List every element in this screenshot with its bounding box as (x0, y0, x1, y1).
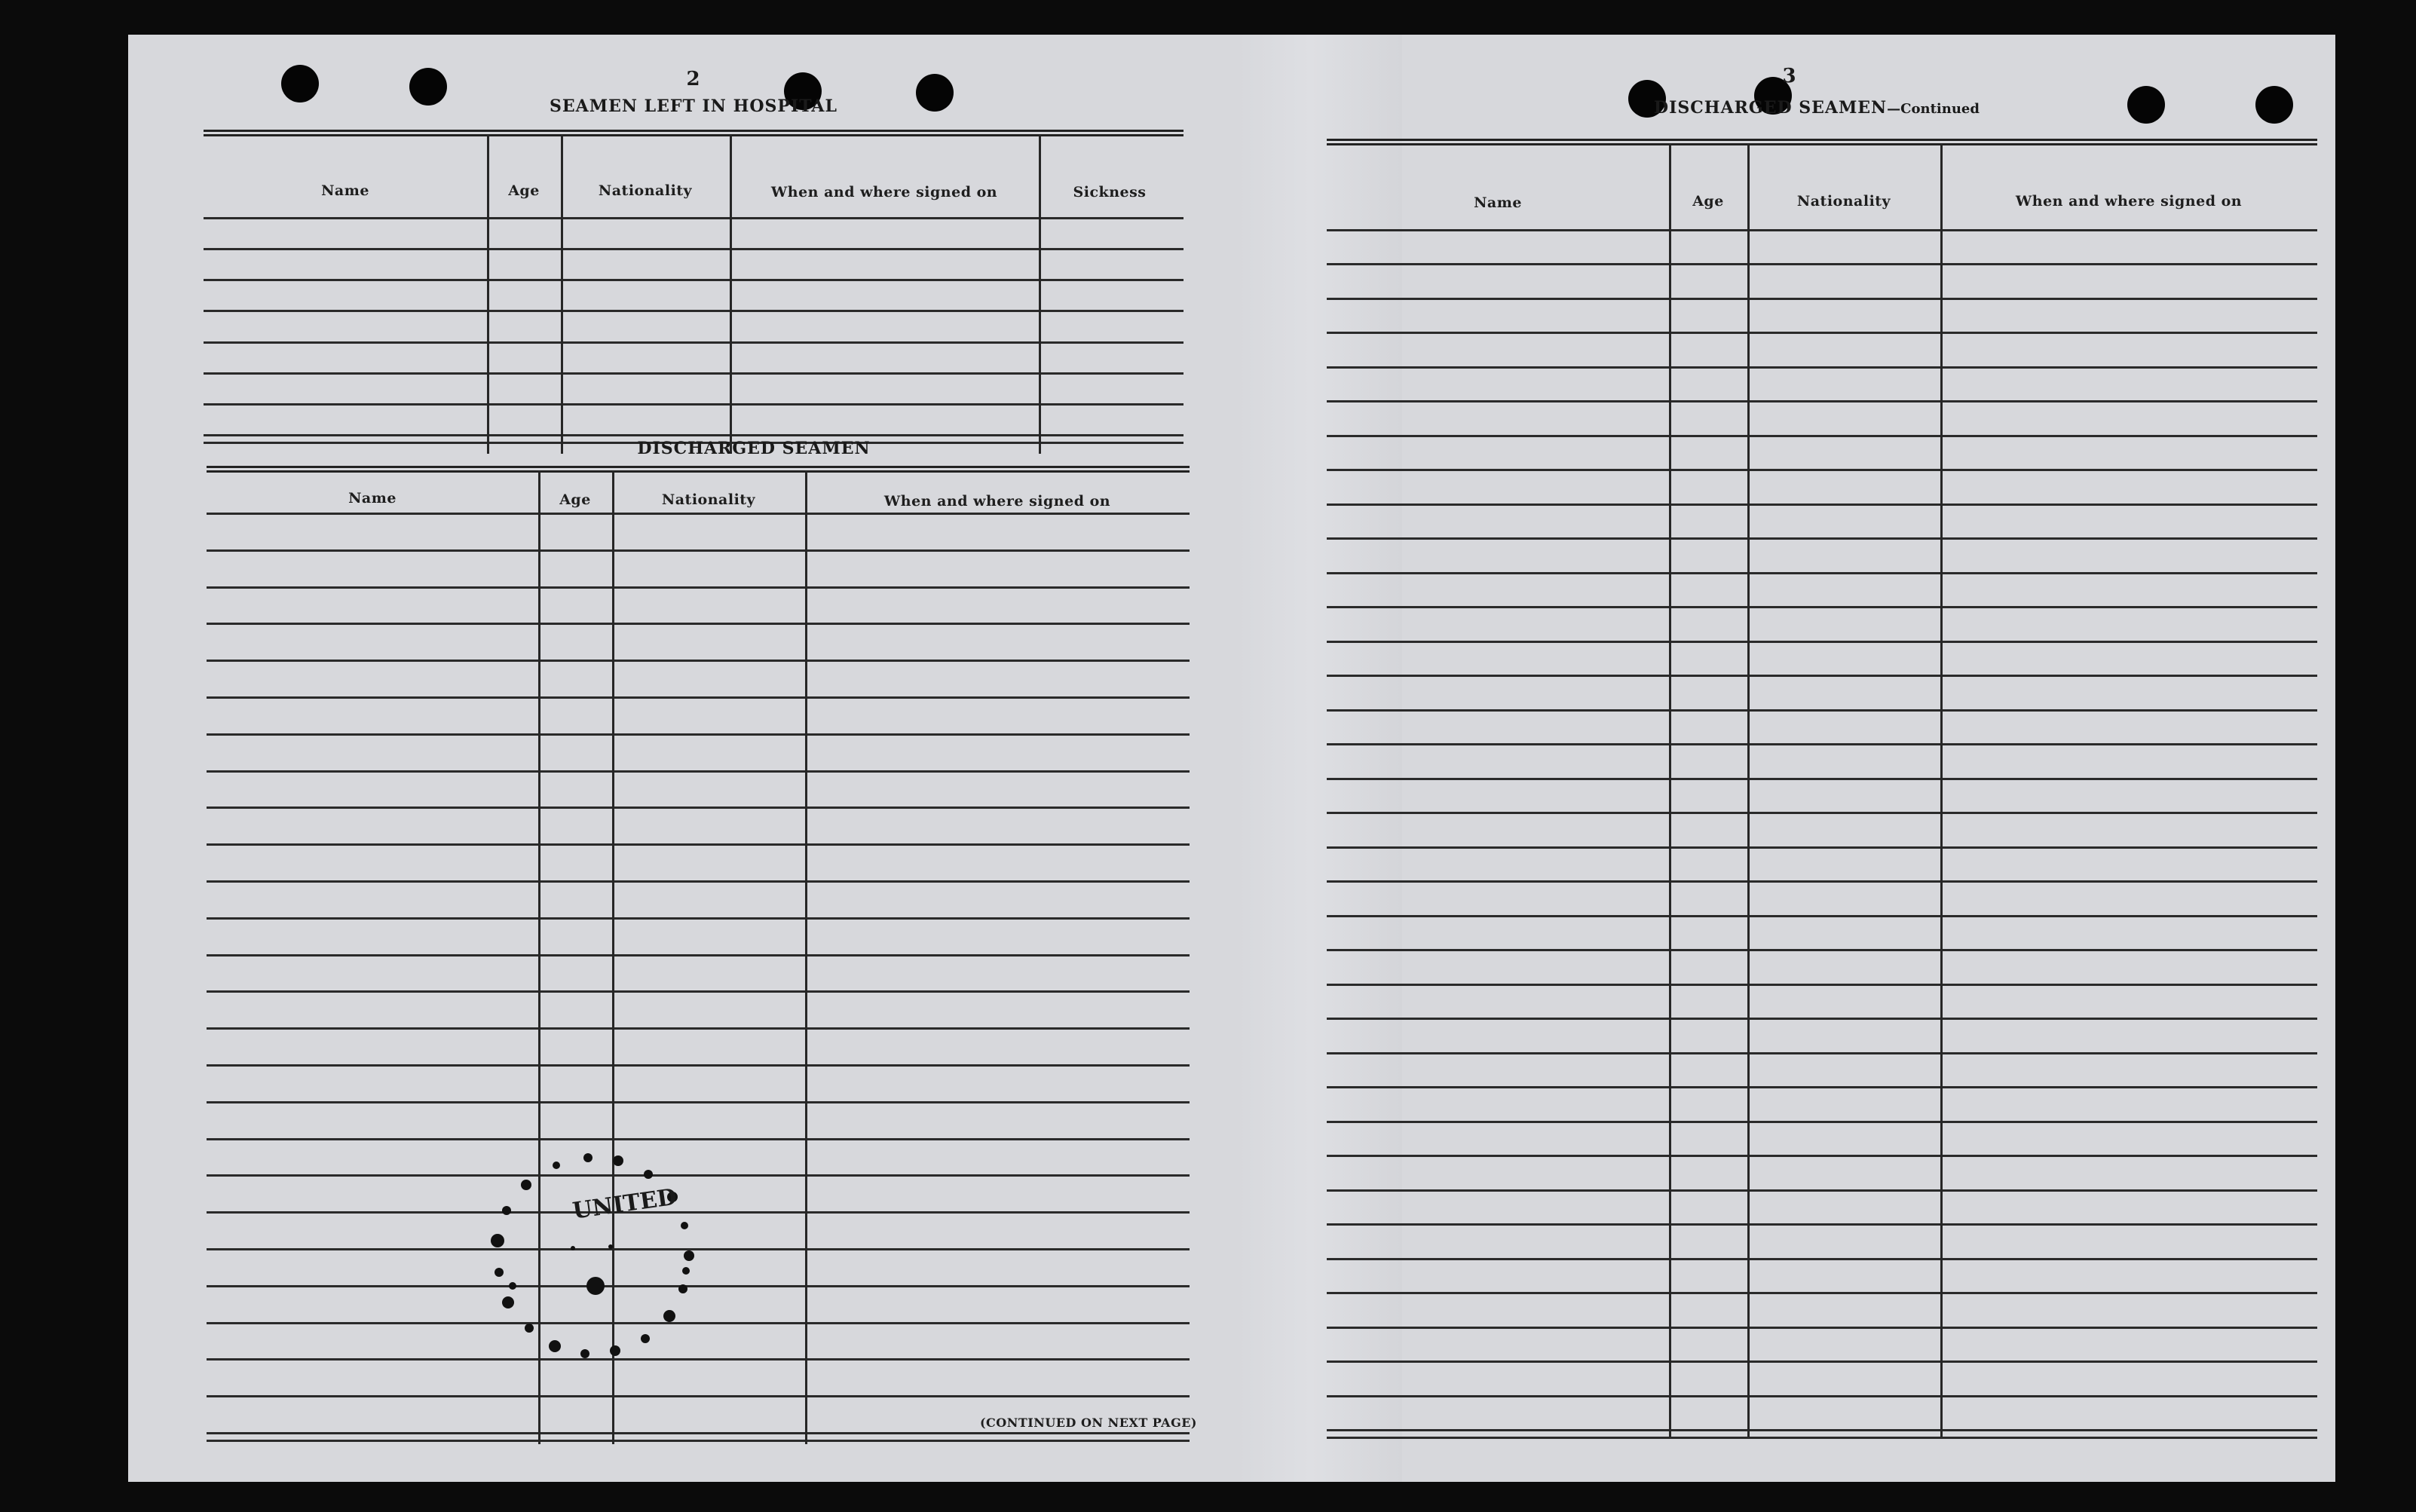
row-rule (207, 843, 1190, 846)
row-rule (207, 733, 1190, 736)
row-rule (207, 1432, 1190, 1434)
ink-stamp (460, 1135, 716, 1391)
right-page (1289, 35, 2335, 1482)
row-rule (1327, 641, 2317, 643)
continued-note: (CONTINUED ON NEXT PAGE) (979, 1416, 1197, 1430)
row-rule (207, 1395, 1190, 1397)
column-header-age: Age (1692, 193, 1724, 210)
row-rule (207, 917, 1190, 920)
row-rule (207, 696, 1190, 699)
column-header-signed-on: When and where signed on (883, 493, 1111, 510)
table-bottom-rule (1327, 1437, 2317, 1439)
row-rule (1327, 915, 2317, 917)
row-rule (1327, 1052, 2317, 1054)
row-rule (207, 513, 1190, 515)
row-rule (1327, 1327, 2317, 1329)
column-header-nationality: Nationality (661, 491, 756, 508)
row-rule (1327, 949, 2317, 951)
row-rule (1327, 572, 2317, 574)
row-rule (1327, 229, 2317, 231)
record-sheet (128, 35, 2335, 1482)
page-number: 2 (686, 68, 701, 90)
row-rule (207, 990, 1190, 993)
row-rule (1327, 675, 2317, 677)
row-rule (1327, 1429, 2317, 1431)
row-rule (1327, 812, 2317, 814)
row-rule (1327, 1292, 2317, 1294)
column-header-nationality: Nationality (1796, 193, 1891, 210)
row-rule (1327, 469, 2317, 471)
row-rule (1327, 1086, 2317, 1088)
column-divider (805, 470, 807, 1444)
column-header-age: Age (559, 491, 591, 508)
row-rule (1327, 984, 2317, 986)
section-title-main: DISCHARGED SEAMEN (1654, 98, 1888, 118)
row-rule (1327, 846, 2317, 849)
row-rule (1327, 709, 2317, 712)
column-header-nationality: Nationality (598, 182, 693, 199)
row-rule (1327, 537, 2317, 540)
row-rule (204, 217, 1184, 219)
row-rule (1327, 778, 2317, 780)
left-page (128, 35, 1236, 1482)
row-rule (204, 279, 1184, 281)
hospital-table (204, 130, 1184, 455)
row-rule (204, 341, 1184, 344)
row-rule (204, 248, 1184, 250)
column-divider (561, 134, 563, 454)
column-divider (1669, 143, 1671, 1437)
row-rule (1327, 298, 2317, 300)
row-rule (207, 586, 1190, 589)
discharged-continued-table (1327, 139, 2317, 1443)
row-rule (207, 660, 1190, 662)
table-top-rule (204, 130, 1184, 136)
row-rule (1327, 1018, 2317, 1020)
column-divider (1039, 134, 1041, 454)
column-header-name: Name (1474, 194, 1522, 211)
row-rule (1327, 332, 2317, 334)
row-rule (1327, 743, 2317, 745)
row-rule (1327, 1395, 2317, 1397)
row-rule (1327, 880, 2317, 883)
page-number: 3 (1782, 65, 1797, 87)
column-header-name: Name (321, 182, 369, 199)
column-header-age: Age (508, 182, 540, 199)
row-rule (1327, 606, 2317, 608)
hospital-section-title: SEAMEN LEFT IN HOSPITAL (550, 96, 837, 116)
stamp-text: UNITED (571, 1183, 678, 1225)
row-rule (1327, 1223, 2317, 1226)
column-divider (730, 134, 732, 454)
row-rule (204, 434, 1184, 436)
row-rule (1327, 1121, 2317, 1123)
row-rule (207, 954, 1190, 956)
row-rule (1327, 366, 2317, 369)
row-rule (204, 403, 1184, 406)
row-rule (1327, 435, 2317, 437)
row-rule (1327, 1360, 2317, 1363)
row-rule (1327, 263, 2317, 265)
row-rule (207, 1064, 1190, 1067)
row-rule (207, 807, 1190, 809)
column-divider (1940, 143, 1943, 1437)
row-rule (207, 1027, 1190, 1030)
column-divider (487, 134, 489, 454)
table-bottom-rule (207, 1440, 1190, 1442)
column-header-signed-on: When and where signed on (2015, 193, 2243, 210)
row-rule (1327, 1189, 2317, 1192)
row-rule (204, 310, 1184, 312)
row-rule (207, 1101, 1190, 1103)
row-rule (1327, 400, 2317, 402)
table-top-rule (1327, 139, 2317, 145)
row-rule (1327, 503, 2317, 506)
column-header-signed-on: When and where signed on (770, 184, 998, 200)
column-header-name: Name (348, 490, 397, 507)
row-rule (1327, 1258, 2317, 1260)
row-rule (207, 770, 1190, 773)
discharged-continued-title (1606, 98, 2028, 118)
section-title-suffix: —Continued (1887, 101, 1980, 117)
row-rule (204, 372, 1184, 375)
discharged-section-title: DISCHARGED SEAMEN (637, 439, 871, 458)
row-rule (1327, 1155, 2317, 1157)
table-top-rule (207, 466, 1190, 473)
column-header-sickness: Sickness (1073, 184, 1147, 200)
row-rule (207, 623, 1190, 625)
row-rule (207, 549, 1190, 552)
row-rule (207, 880, 1190, 883)
column-divider (1747, 143, 1750, 1437)
